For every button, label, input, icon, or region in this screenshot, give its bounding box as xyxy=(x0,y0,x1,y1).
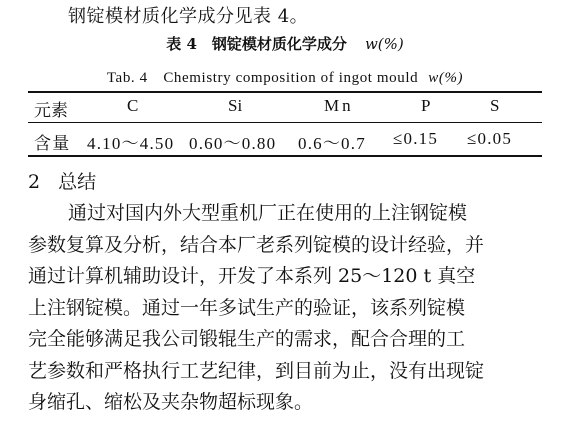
table-caption-en-unit: w(%) xyxy=(428,70,464,86)
body-paragraph xyxy=(28,198,548,419)
table-caption-en xyxy=(0,66,570,87)
section-number: 2 xyxy=(28,171,41,193)
table-bottom-rule xyxy=(28,155,542,157)
table-caption-cn-unit: w(%) xyxy=(364,35,404,53)
table-header-element: 元素 xyxy=(34,101,68,120)
table-header-c: C xyxy=(127,96,139,115)
table-header-si: Si xyxy=(228,96,243,115)
table-cell-mn: 0.6～0.7 xyxy=(298,134,366,153)
paragraph-line: 上注钢锭模。通过一年多试生产的验证，该系列锭模 xyxy=(28,296,466,319)
paragraph-line: 艺参数和严格执行工艺纪律，到目前为止，没有出现锭 xyxy=(28,359,485,382)
paragraph-line: 完全能够满足我公司锻辊生产的需求，配合合理的工 xyxy=(28,328,466,350)
table-header-rule xyxy=(28,122,542,123)
table-header-mn: Mn xyxy=(324,96,354,115)
paragraph-line: 通过计算机辅助设计，开发了本系列 25～120 t 真空 xyxy=(28,265,476,287)
table-caption-cn xyxy=(0,33,570,54)
table-cell-si: 0.60～0.80 xyxy=(189,134,277,153)
intro-text: 钢锭模材质化学成分见表 4。 xyxy=(68,6,309,27)
paragraph-line: 参数复算及分析，结合本厂老系列锭模的设计经验，并 xyxy=(28,233,485,256)
table-caption-en-text: Tab. 4 Chemistry composition of ingot mould xyxy=(106,70,419,86)
table-header-s: S xyxy=(490,96,500,115)
table-cell-c: 4.10～4.50 xyxy=(87,134,175,153)
table-cell-p: ≤0.15 xyxy=(393,129,439,148)
table-caption-cn-text: 表 4 钢锭模材质化学成分 xyxy=(166,35,347,53)
section-heading xyxy=(28,167,96,194)
paragraph-line: 身缩孔、缩松及夹杂物超标现象。 xyxy=(28,391,314,413)
table-cell-label: 含量 xyxy=(34,134,71,153)
table-header-p: P xyxy=(421,96,431,115)
table-top-rule xyxy=(28,91,542,93)
paragraph-line: 通过对国内外大型重机厂正在使用的上注钢锭模 xyxy=(68,202,468,224)
table-cell-s: ≤0.05 xyxy=(467,129,513,148)
section-title: 总结 xyxy=(58,171,97,193)
